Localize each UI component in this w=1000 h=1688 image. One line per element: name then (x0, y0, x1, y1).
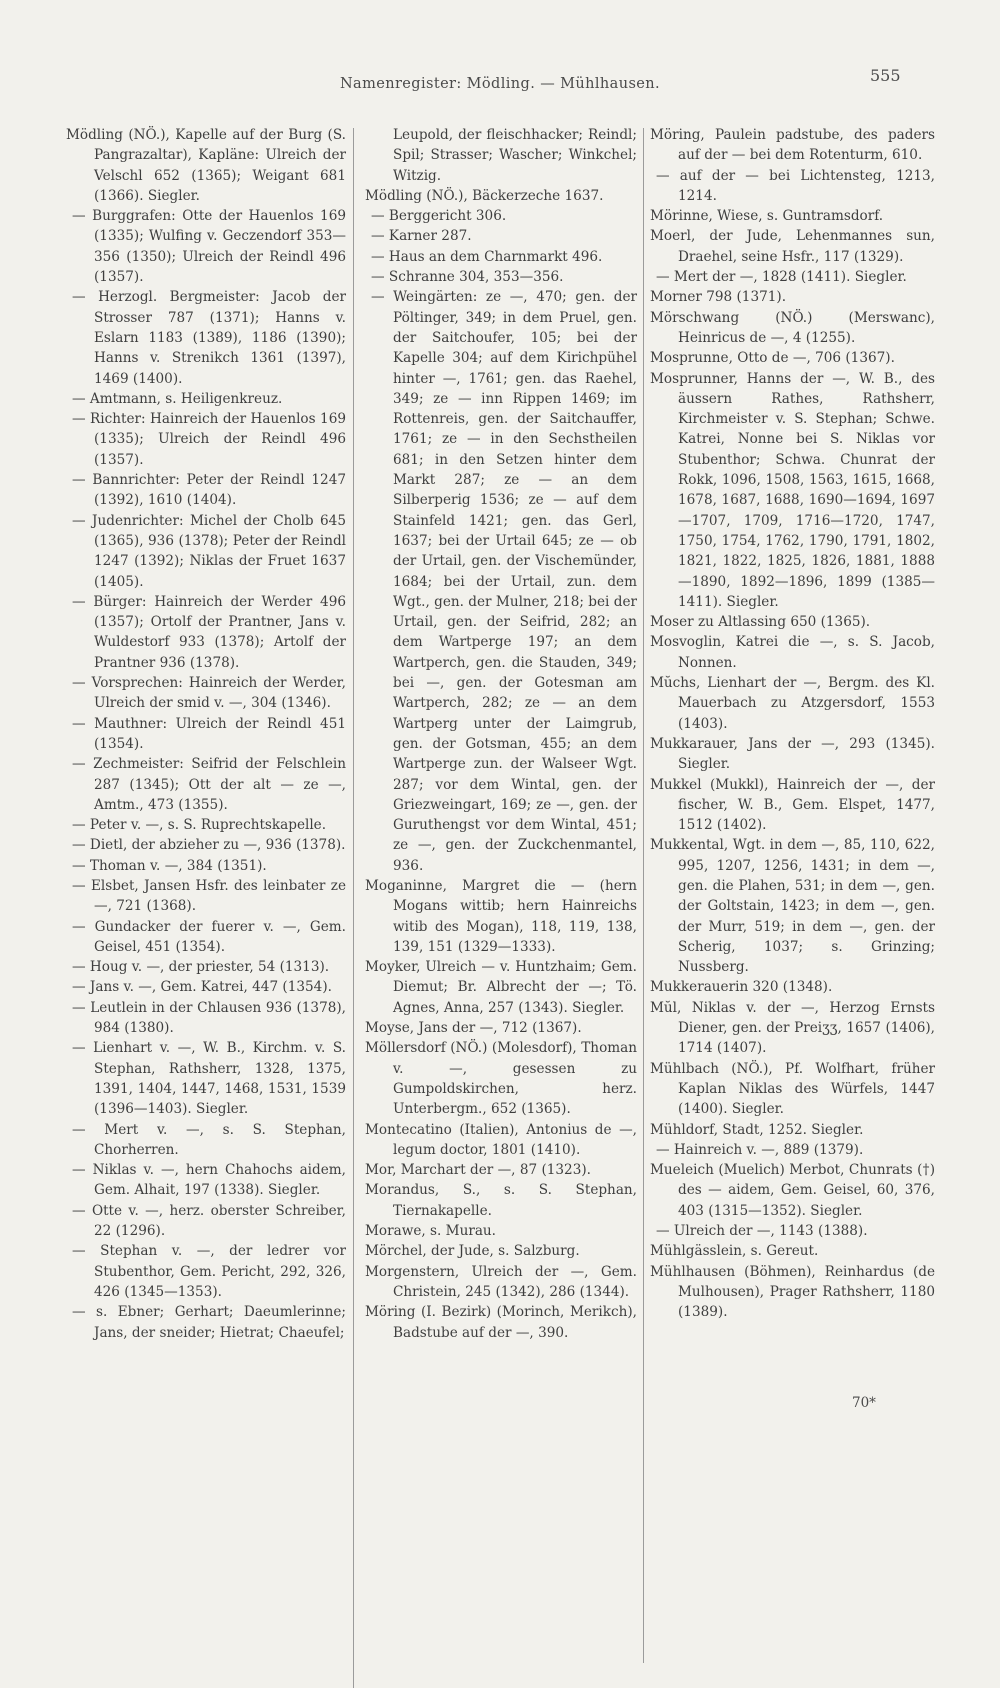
register-entry: Mörschwang (NÖ.) (Merswanc), Heinricus de —, 4 (1255). (650, 309, 935, 346)
register-entry: Mukkel (Mukkl), Hainreich der —, der fischer, W. B., Gem. Elspet, 1477, 1512 (1402). (650, 776, 935, 834)
register-entry: Moser zu Altlassing 650 (1365). (650, 614, 871, 631)
register-entry: Mödling (NÖ.), Bäckerzeche 1637. (365, 187, 604, 204)
register-entry: Mühlgässlein, s. Gereut. (650, 1243, 819, 1260)
register-entry: Mŭl, Niklas v. der —, Herzog Ernsts Diener, gen. der Preiʒʒ, 1657 (1406), 1714 (1407). (650, 999, 935, 1057)
register-entry: Leupold, der fleischhacker; Reindl; Spil; Strasser; Wascher; Winkchel; Witzig. (393, 127, 637, 184)
register-entry: Montecatino (Italien), Antonius de —, legum doctor, 1801 (1410). (365, 1121, 637, 1158)
signature-mark: 70* (852, 1395, 876, 1411)
register-entry: Mühlbach (NÖ.), Pf. Wolfhart, früher Kaplan Niklas des Würfels, 1447 (1400). Siegler. (650, 1060, 935, 1118)
register-entry: Mosprunne, Otto de —, 706 (1367). (650, 350, 895, 367)
register-entry: — Weingärten: ze —, 470; gen. der Pöltinger, 349; in dem Pruel, gen. der Saitchoufer, 105; bei der Kapelle 304; auf dem Kirichpühel hinter —, 1761; gen. das Raehel, 349; ze — inn Rippen 1469; im Rottenreis, gen. der Saitchauffer, 1761; ze — in den Sechstheilen 681; in den Setzen hinter dem Markt 287; ze — an dem Silberperig 1536; ze — auf dem Stainfeld 1421; gen. das Gerl, 1637; bei der Urtail 645; ze — ob der Urtail, gen. der Vischemünder, 1684; bei der Urtail, zun. dem Wgt., gen. der Mulner, 218; bei der Urtail, gen. der Seifrid, 282; an dem Wartperge 197; an dem Wartperch, gen. die Stauden, 349; bei —, gen. der Gotesman am Wartperch, 282; ze — an dem Wartperg unter der Laimgrub, gen. der Gotsman, 455; an dem Wartperge zun. der Walseer Wgt. 287; vor dem Wintal, gen. der Griezweingart, 169; ze —, gen. der Guruthengst vor dem Wintal, 451; ze —, gen. der Zuckchenmantel, 936. (371, 289, 637, 874)
register-entry: Mor, Marchart der —, 87 (1323). (365, 1162, 591, 1179)
register-entry: — Mauthner: Ulreich der Reindl 451 (1354). (72, 715, 346, 752)
register-entry: Morner 798 (1371). (650, 289, 787, 306)
page-number: 555 (870, 66, 901, 85)
register-entry: Moyker, Ulreich — v. Huntzhaim; Gem. Diemut; Br. Albrecht der —; Tö. Agnes, Anna, 257 (1343). Siegler. (365, 959, 637, 1016)
register-entry: Morgenstern, Ulreich der —, Gem. Christein, 245 (1342), 286 (1344). (365, 1263, 637, 1300)
register-entry: Mödling (NÖ.), Kapelle auf der Burg (S. Pangrazaltar), Kapläne: Ulreich der Velschl 652 (1365); Weigant 681 (1366). Siegler. (66, 127, 346, 204)
register-entry: — Mert v. —, s. S. Stephan, Chorherren. (72, 1121, 346, 1158)
register-entry: — Elsbet, Jansen Hsfr. des leinbater ze —, 721 (1368). (72, 877, 346, 915)
register-entry: — Stephan v. —, der ledrer vor Stubenthor, Gem. Pericht, 292, 326, 426 (1345—1353). (72, 1243, 346, 1300)
register-entry: — Karner 287. (371, 228, 472, 245)
register-entry: — Berggericht 306. (371, 208, 507, 225)
register-entry: — Vorsprechen: Hainreich der Werder, Ulreich der smid v. —, 304 (1346). (72, 675, 346, 712)
register-entry: — Hainreich v. —, 889 (1379). (656, 1141, 864, 1158)
register-entry: Mosprunner, Hanns der —, W. B., des äussern Rathes, Rathsherr, Kirchmeister v. S. Stephan; Schwe. Katrei, Nonne bei S. Niklas vor Stubenthor; Schwa. Chunrat der Rokk, 1096, 1508, 1563, 1615, 1668, 1678, 1687, 1688, 1690—1694, 1697—1707, 1709, 1716—1720, 1747, 1750, 1754, 1762, 1790, 1791, 1802, 1821, 1822, 1825, 1826, 1881, 1888—1890, 1892—1896, 1899 (1385—1411). Siegler. (650, 370, 935, 610)
register-entry: Mühldorf, Stadt, 1252. Siegler. (650, 1121, 864, 1138)
register-entry: Möllersdorf (NÖ.) (Molesdorf), Thoman v. —, gesessen zu Gumpoldskirchen, herz. Unterbergm., 652 (1365). (365, 1040, 637, 1118)
register-entry: — Mert der —, 1828 (1411). Siegler. (656, 269, 907, 286)
register-entry: Moyse, Jans der —, 712 (1367). (365, 1020, 582, 1037)
register-entry: Mueleich (Muelich) Merbot, Chunrats (†) des — aidem, Gem. Geisel, 60, 376, 403 (1315—1352). Siegler. (650, 1162, 935, 1219)
register-entry: — Zechmeister: Seifrid der Felschlein 287 (1345); Ott der alt — ze —, Amtm., 473 (1355). (72, 756, 346, 813)
column-middle (365, 125, 637, 1343)
register-entry: — Burggrafen: Otte der Hauenlos 169 (1335); Wulfing v. Geczendorf 353—356 (1350); Ulreich der Reindl 496 (1357). (72, 208, 346, 286)
column-right (650, 125, 935, 1323)
register-entry: Mukkental, Wgt. in dem —, 85, 110, 622, 995, 1207, 1256, 1431; in dem —, gen. die Plahen, 531; in dem —, gen. der Goltstain, 1423; in dem —, gen. der Murr, 519; in dem —, gen. der Scherig, 1037; s. Grinzing; Nussberg. (650, 837, 935, 976)
register-entry: Mosvoglin, Katrei die —, s. S. Jacob, Nonnen. (650, 634, 935, 671)
register-entry: — Ulreich der —, 1143 (1388). (656, 1223, 868, 1240)
register-entry: Möring, Paulein padstube, des paders auf der — bei dem Rotenturm, 610. (650, 127, 935, 164)
register-entry: Mukkerauerin 320 (1348). (650, 979, 833, 996)
register-entry: — Dietl, der abzieher zu —, 936 (1378). (72, 837, 346, 854)
register-entry: Möring (I. Bezirk) (Morinch, Merikch), Badstube auf der —, 390. (365, 1304, 637, 1341)
register-entry: Morandus, S., s. S. Stephan, Tiernakapelle. (365, 1182, 637, 1219)
register-entry: — s. Ebner; Gerhart; Daeumlerinne; Jans, der sneider; Hietrat; Chaeufel; (72, 1304, 346, 1341)
register-entry: — Richter: Hainreich der Hauenlos 169 (1335); Ulreich der Reindl 496 (1357). (72, 411, 346, 468)
register-entry: — Judenrichter: Michel der Cholb 645 (1365), 936 (1378); Peter der Reindl 1247 (1392); Niklas der Fruet 1637 (1405). (72, 512, 346, 590)
register-entry: — Bürger: Hainreich der Werder 496 (1357); Ortolf der Prantner, Jans v. Wuldestorf 933 (1378); Artolf der Prantner 936 (1378). (72, 593, 346, 671)
register-entry: — Niklas v. —, hern Chahochs aidem, Gem. Alhait, 197 (1338). Siegler. (72, 1162, 346, 1199)
register-entry: Morawe, s. Murau. (365, 1223, 496, 1240)
register-entry: — Gundacker der fuerer v. —, Gem. Geisel, 451 (1354). (72, 918, 346, 955)
register-entry: — auf der — bei Lichtensteg, 1213, 1214. (656, 167, 935, 204)
column-rule-right (643, 128, 644, 1663)
register-entry: Moganinne, Margret die — (hern Mogans wittib; hern Hainreichs witib des Mogan), 118, 119, 138, 139, 151 (1329—1333). (365, 877, 637, 955)
running-title: Namenregister: Mödling. — Mühlhausen. (339, 76, 661, 92)
register-entry: — Amtmann, s. Heiligenkreuz. (72, 390, 283, 407)
register-entry: — Schranne 304, 353—356. (371, 269, 564, 286)
register-entry: — Lienhart v. —, W. B., Kirchm. v. S. Stephan, Rathsherr, 1328, 1375, 1391, 1404, 1447, 1468, 1531, 1539 (1396—1403). Siegler. (72, 1040, 346, 1118)
register-entry: Mörchel, der Jude, s. Salzburg. (365, 1243, 580, 1260)
register-entry: — Houg v. —, der priester, 54 (1313). (72, 959, 330, 976)
register-entry: — Thoman v. —, 384 (1351). (72, 857, 267, 874)
register-entry: — Haus an dem Charnmarkt 496. (371, 248, 603, 265)
register-entry: — Otte v. —, herz. oberster Schreiber, 22 (1296). (72, 1202, 346, 1240)
register-entry: Moerl, der Jude, Lehenmannes sun, Draehel, seine Hsfr., 117 (1329). (650, 228, 935, 265)
register-entry: — Leutlein in der Chlausen 936 (1378), 984 (1380). (72, 999, 346, 1037)
register-entry: — Peter v. —, s. S. Ruprechtskapelle. (72, 817, 327, 834)
register-entry: — Bannrichter: Peter der Reindl 1247 (1392), 1610 (1404). (72, 472, 346, 509)
register-entry: — Jans v. —, Gem. Katrei, 447 (1354). (72, 979, 332, 996)
register-entry: — Herzogl. Bergmeister: Jacob der Strosser 787 (1371); Hanns v. Eslarn 1183 (1389), 1186 (1390); Hanns v. Strenikch 1361 (1397), 1469 (1400). (72, 289, 346, 387)
column-left (66, 125, 346, 1343)
register-entry: Mŭchs, Lienhart der —, Bergm. des Kl. Mauerbach zu Atzgersdorf, 1553 (1403). (650, 675, 935, 732)
column-rule-left (353, 128, 354, 1688)
register-entry: Mühlhausen (Böhmen), Reinhardus (de Mulhousen), Prager Rathsherr, 1180 (1389). (650, 1263, 935, 1321)
register-entry: Mukkarauer, Jans der —, 293 (1345). Siegler. (650, 735, 935, 773)
register-entry: Mörinne, Wiese, s. Guntramsdorf. (650, 208, 884, 225)
